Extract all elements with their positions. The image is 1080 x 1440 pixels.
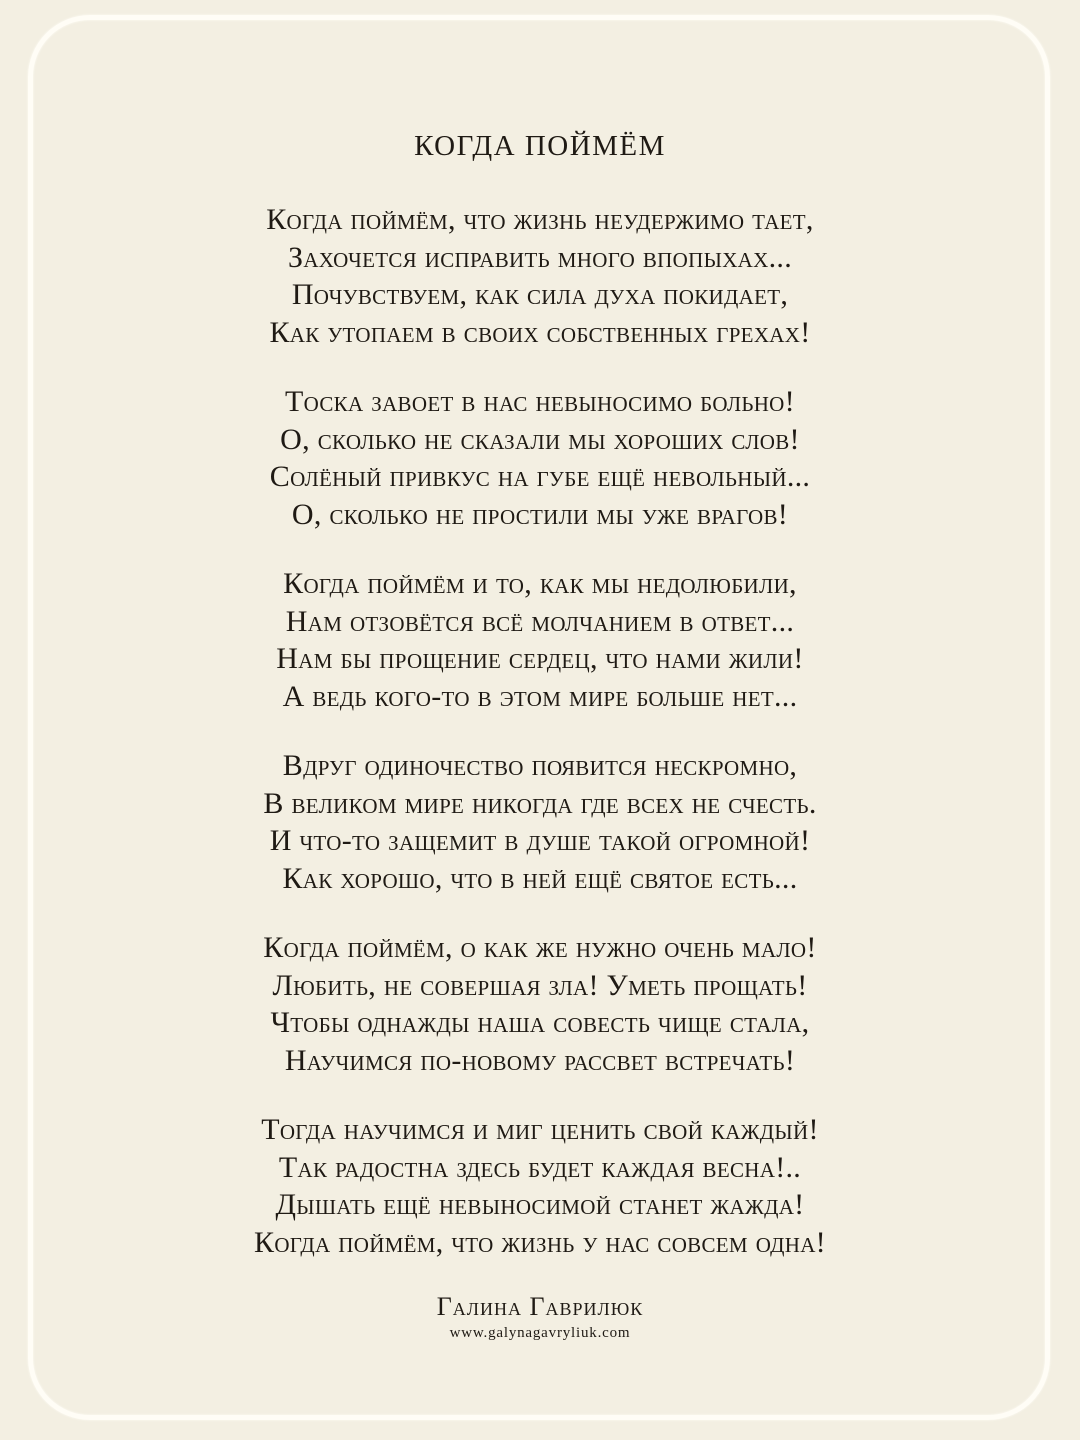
poem-line: О, сколько не сказали мы хороших слов!	[280, 422, 800, 456]
poem-line: Вдруг одиночество появится нескромно,	[282, 749, 798, 782]
poem-line: О, сколько не простили мы уже врагов!	[291, 497, 789, 531]
poem-line: Почувствуем, как сила духа покидает,	[291, 278, 789, 311]
poem-line: Тоска завоет в нас невыносимо больно!	[285, 385, 795, 418]
poem-line: Как хорошо, что в ней ещё святое есть...	[282, 861, 798, 895]
stanza	[0, 201, 1080, 351]
poem-line: А ведь кого-то в этом мире больше нет...	[282, 679, 798, 713]
poem-line: Когда поймём, что жизнь у нас совсем одна!	[254, 1225, 826, 1259]
poem-line: Когда поймём и то, как мы недолюбили,	[283, 567, 797, 600]
poem-title: КОГДА ПОЙМЁМ	[414, 130, 666, 162]
poem-line: Дышать ещё невыносимой станет жажда!	[275, 1188, 805, 1221]
poem-line: Любить, не совершая зла! Уметь прощать!	[272, 968, 808, 1002]
poem-line: Солёный привкус на губе ещё невольный...	[269, 460, 811, 493]
poem-line: Нам бы прощение сердец, что нами жили!	[276, 642, 804, 675]
poem-line: Когда поймём, о как же нужно очень мало!	[263, 931, 817, 964]
stanza	[0, 929, 1080, 1079]
poem-line: Тогда научимся и миг ценить свой каждый!	[261, 1113, 819, 1146]
stanza	[0, 383, 1080, 533]
poem-line: Захочется исправить много впопыхах...	[287, 240, 792, 274]
poem-line: Чтобы однажды наша совесть чище стала,	[270, 1006, 810, 1039]
poem-line: Так радостна здесь будет каждая весна!..	[278, 1150, 802, 1184]
poem-line: И что-то защемит в душе такой огромной!	[269, 824, 811, 857]
author-name: Галина Гаврилюк	[436, 1292, 644, 1321]
stanza	[0, 747, 1080, 897]
author-website: www.galynagavryliuk.com	[449, 1325, 631, 1341]
poem-line: В великом мире никогда где всех не счесть.	[263, 786, 817, 820]
poem-line: Научимся по-новому рассвет встречать!	[284, 1043, 796, 1077]
poem-line: Когда поймём, что жизнь неудержимо тает,	[266, 203, 814, 236]
stanza	[0, 565, 1080, 715]
poem-line: Как утопаем в своих собственных грехах!	[269, 315, 811, 349]
poem-line: Нам отзовётся всё молчанием в ответ...	[285, 604, 795, 638]
stanza	[0, 1111, 1080, 1261]
